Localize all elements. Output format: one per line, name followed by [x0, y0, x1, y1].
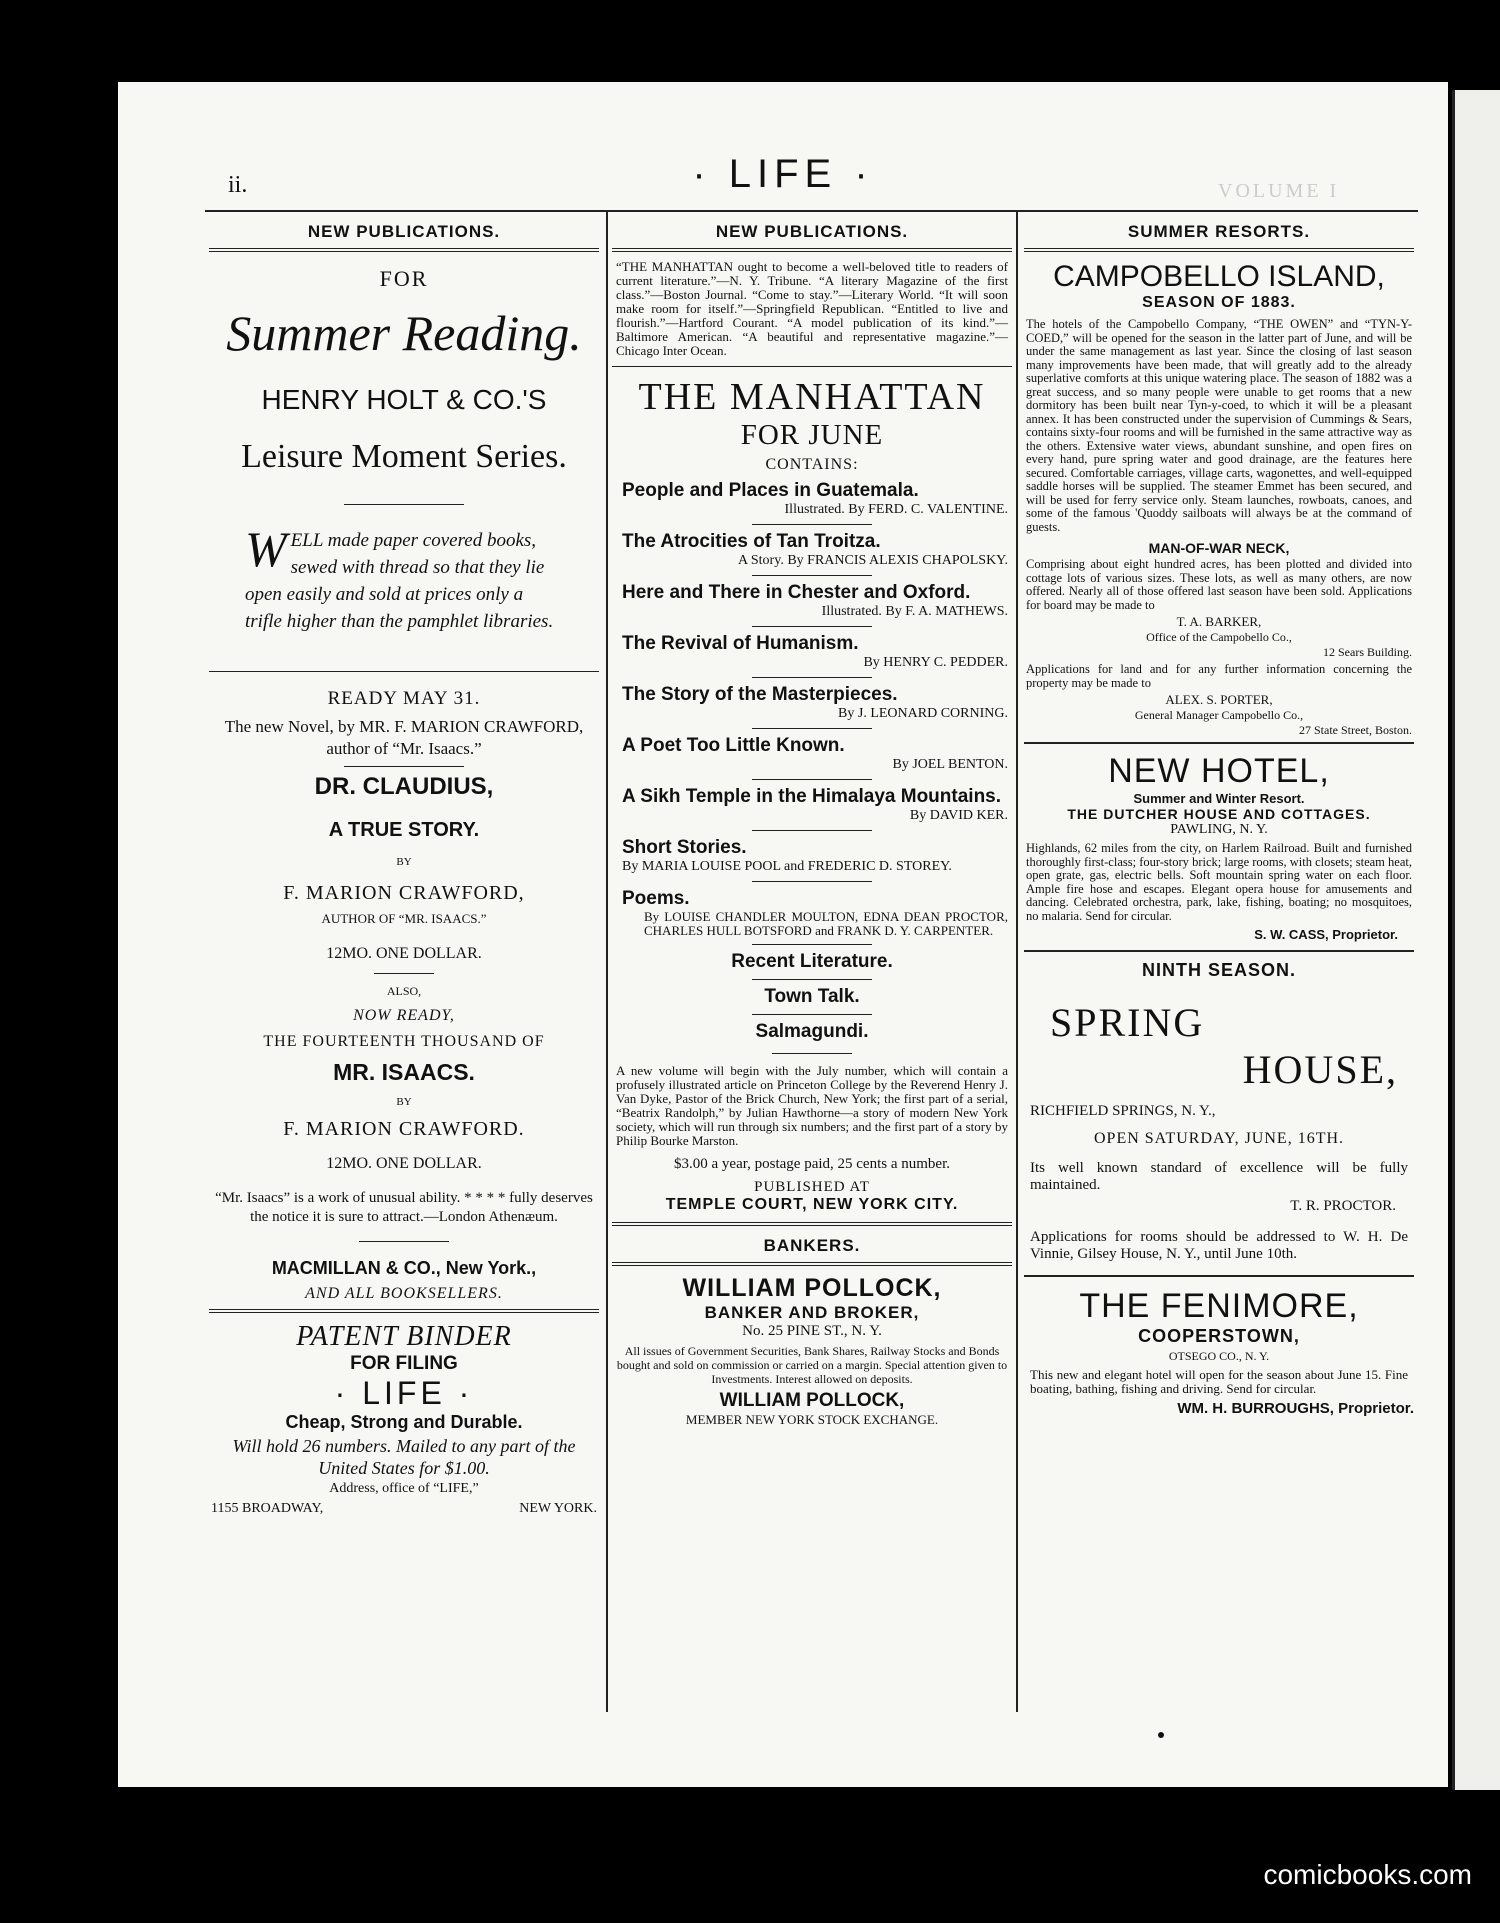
fenimore-title: THE FENIMORE,: [1079, 1287, 1359, 1325]
pollock-name: WILLIAM POLLOCK,: [682, 1274, 942, 1302]
applications-text: Applications for rooms should be addressed to W. H. De Vinnie, Gilsey House, N. Y., until June 10th.: [1030, 1229, 1408, 1262]
spring-house-spring: SPRING: [1050, 1000, 1205, 1045]
contents-item: [622, 888, 1008, 938]
press-quote: “Mr. Isaacs” is a work of unusual ability. * * * * fully deserves the notice it is sure to attract.—London Athenæum.: [215, 1190, 593, 1225]
published-at: PUBLISHED AT: [754, 1179, 870, 1195]
address-street: 1155 BROADWAY,: [211, 1501, 324, 1516]
book-title-claudius: DR. CLAUDIUS,: [314, 773, 494, 800]
resort-subtitle: Summer and Winter Resort.: [1133, 791, 1305, 806]
land-text: Applications for land and for any further information concerning the property may be made to: [1026, 662, 1412, 690]
standard-text: Its well known standard of excellence will be fully maintained.: [1030, 1160, 1408, 1193]
contents-item: [622, 582, 1008, 620]
divider: [359, 1241, 449, 1242]
page-number: ii.: [228, 172, 248, 198]
barker-office: Office of the Campobello Co.,: [1146, 630, 1292, 644]
contents-item: [622, 735, 1008, 773]
divider: [1024, 950, 1414, 952]
contents-item: [622, 531, 1008, 569]
item-byline: By J. LEONARD CORNING.: [838, 706, 1008, 721]
contains-label: CONTAINS:: [765, 456, 859, 473]
item-byline: By DAVID KER.: [909, 808, 1008, 823]
porter-title: General Manager Campobello Co.,: [1134, 708, 1304, 722]
booksellers: AND ALL BOOKSELLERS.: [305, 1285, 503, 1302]
divider: [209, 1309, 599, 1313]
hotel-text: Highlands, 62 miles from the city, on Harlem Railroad. Built and furnished thoroughly first-class; four-story brick; large rooms, with closets; steam heat, open grate, gas, electric bells. Soft mountain spring water on each floor. Ample fire hose and escapes. Elegant opera house for amusements and dancing. Celebrated orchestra, park, lake, fishing, boating; no mosquitoes, no malaria. Send for circular.: [1026, 841, 1412, 923]
publisher-name: HENRY HOLT & CO.'S: [261, 384, 547, 415]
book-title-isaacs: MR. ISAACS.: [333, 1059, 475, 1085]
divider: [1024, 1275, 1414, 1277]
divider: [1024, 742, 1414, 744]
item-byline: By JOEL BENTON.: [892, 757, 1008, 772]
item-byline: By LOUISE CHANDLER MOULTON, EDNA DEAN PROCTOR, CHARLES HULL BOTSFORD and FRANK D. Y. CARPENTER.: [644, 909, 1008, 938]
binder-tagline: Cheap, Strong and Durable.: [285, 1412, 523, 1432]
novel-line: The new Novel, by MR. F. MARION CRAWFORD, author of “Mr. Isaacs.”: [224, 717, 584, 758]
column-summer-resorts: [1020, 212, 1418, 1712]
magazine-title: THE MANHATTAN: [638, 376, 986, 418]
item-byline: By MARIA LOUISE POOL and FREDERIC D. STOREY.: [622, 859, 952, 874]
divider: [612, 366, 1012, 367]
divider: [752, 728, 872, 729]
divider: [344, 766, 464, 767]
recent-literature: Recent Literature.: [731, 951, 893, 972]
publisher-address: TEMPLE COURT, NEW YORK CITY.: [665, 1196, 959, 1213]
cooperstown: COOPERSTOWN,: [1138, 1326, 1300, 1346]
binder-offer: Will hold 26 numbers. Mailed to any part of the United States for $1.00.: [232, 1436, 576, 1478]
watermark: comicbooks.com: [1263, 1859, 1472, 1890]
price-line: 12MO. ONE DOLLAR.: [326, 945, 482, 962]
column-publications-middle: [606, 212, 1018, 1712]
man-of-war-text: Comprising about eight hundred acres, has been plotted and divided into cottage lots of various sizes. These lots, as well as many others, are now offered. Nearly all of those offered last season have been sold. Applications for board may be made to: [1026, 557, 1412, 612]
item-byline: A Story. By FRANCIS ALEXIS CHAPOLSKY.: [738, 553, 1008, 568]
burroughs-proprietor: WM. H. BURROUGHS, Proprietor.: [1177, 1400, 1414, 1417]
contents-item: [622, 633, 1008, 671]
contents-item: [622, 684, 1008, 722]
pollock-address: No. 25 PINE ST., N. Y.: [742, 1323, 882, 1339]
column-header: NEW PUBLICATIONS.: [612, 212, 1012, 252]
new-volume-notice: A new volume will begin with the July number, which will contain a profusely illustrated article on Princeton College by the Reverend Henry J. Van Dyke, Pastor of the Brick Church, New York; the first part of a serial, “Beatrix Randolph,” by Julian Hawthorne—a story of modern New York society, which will run through six numbers; and the first part of a story by Philip Bourke Marston.: [616, 1063, 1008, 1148]
divider: [752, 881, 872, 882]
page: [118, 82, 1448, 1787]
macmillan: MACMILLAN & CO., New York.,: [271, 1258, 537, 1278]
author-credit: AUTHOR OF “MR. ISAACS.”: [321, 911, 487, 926]
ghost-header: VOLUME I: [1218, 180, 1340, 202]
series-blurb: [245, 521, 563, 635]
masthead: · LIFE ·: [692, 152, 874, 196]
binder-life: · LIFE ·: [334, 1375, 474, 1411]
town-talk: Town Talk.: [764, 986, 860, 1007]
otsego: OTSEGO CO., N. Y.: [1168, 1349, 1270, 1363]
blurb-first: ELL made paper covered books, sewed with thread: [290, 530, 537, 578]
pollock-name-2: WILLIAM POLLOCK,: [719, 1390, 905, 1411]
ninth-season: NINTH SEASON.: [1141, 960, 1296, 980]
divider: [772, 1053, 852, 1054]
salmagundi: Salmagundi.: [755, 1021, 869, 1042]
item-title: A Poet Too Little Known.: [622, 735, 845, 756]
drop-cap: W: [245, 521, 287, 577]
for-filing: FOR FILING: [350, 1353, 458, 1374]
author-name: F. MARION CRAWFORD,: [283, 882, 525, 904]
item-byline: Illustrated. By F. A. MATHEWS.: [821, 604, 1008, 619]
cass-proprietor: S. W. CASS, Proprietor.: [1254, 927, 1398, 942]
porter-address: 27 State Street, Boston.: [1299, 723, 1412, 737]
spring-house-house: HOUSE,: [1242, 1047, 1398, 1092]
banker-title: BANKER AND BROKER,: [704, 1303, 920, 1322]
item-title: Here and There in Chester and Oxford.: [622, 582, 971, 603]
pawling: PAWLING, N. Y.: [1170, 822, 1268, 837]
divider: [344, 504, 464, 505]
item-title: People and Places in Guatemala.: [622, 480, 919, 501]
ink-dot: [1158, 1732, 1164, 1738]
season-label: SEASON OF 1883.: [1142, 294, 1296, 311]
series-title: Leisure Moment Series.: [241, 438, 567, 475]
divider: [752, 524, 872, 525]
blurb-rest: so that they lie open easily and sold at prices only a trifle higher than the pamphlet libraries.: [245, 557, 554, 632]
item-title: A Sikh Temple in the Himalaya Mountains.: [622, 786, 1002, 807]
author-name: F. MARION CRAWFORD.: [283, 1118, 525, 1140]
new-hotel-title: NEW HOTEL,: [1108, 752, 1330, 790]
contents-item: [622, 786, 1008, 824]
campobello-text: The hotels of the Campobello Company, “THE OWEN” and “TYN-Y-COED,” will be opened for the season in the latter part of June, and will be under the same management as last year. Since the closing of last season many improvements have been made, that will greatly add to the already superlative comforts at this unique watering place. The season of 1882 was a great success, and so many people were unable to get rooms that a new dormitory has been built near Tyn-y-coed, to which it will be a pleasant annex. It has been constructed under the supervision of Cummings & Sears, contains sixty-four rooms and will be furnished in the same attractive way as the others. Extensive water views, abundant sunshine, and open fires on every hand, pure spring water and good drainage, are the features here secured. Comfortable carriages, village carts, wagonettes, and well-equipped saddle horses will be supplied. The steamer Emmet has been secured, and will be used for ferry service only. Steam launches, rowboats, canoes, and some of the famous 'Quoddy sailboats will always be at the command of guests.: [1026, 317, 1412, 534]
divider: [752, 677, 872, 678]
press-reviews: “THE MANHATTAN ought to become a well-beloved title to readers of current literature.”—N. Y. Tribune. “A literary Magazine of the first class.”—Boston Journal. “Come to stay.”—Literary World. “It will soon make room for itself.”—Springfield Republican. “Entitled to live and flourish.”—Hartford Courant. “A model publication of its kind.”—Baltimore American. “A beautiful and representative magazine.”—Chicago Inter Ocean.: [616, 259, 1008, 358]
divider: [209, 671, 599, 672]
divider: [752, 779, 872, 780]
summer-reading: Summer Reading.: [226, 305, 582, 361]
bank-services: All issues of Government Securities, Bank Shares, Railway Stocks and Bonds bought and sold on commission or carried on a margin. Special attention given to Investments. Interest allowed on deposits.: [616, 1344, 1008, 1386]
bankers-header: BANKERS.: [612, 1222, 1012, 1266]
divider: [752, 575, 872, 576]
adjacent-page-edge: [1452, 90, 1500, 1790]
for-label: FOR: [379, 266, 429, 291]
address-line: [211, 1501, 597, 1517]
fenimore-text: This new and elegant hotel will open for the season about June 15. Fine boating, bathing, fishing and driving. Send for circular.: [1030, 1367, 1408, 1396]
man-of-war-title: MAN-OF-WAR NECK,: [1148, 540, 1290, 556]
stock-exchange: MEMBER NEW YORK STOCK EXCHANGE.: [685, 1412, 939, 1427]
subscription-price: $3.00 a year, postage paid, 25 cents a number.: [674, 1156, 950, 1172]
item-title: The Atrocities of Tan Troitza.: [622, 531, 881, 552]
divider: [752, 944, 872, 945]
barker-address: 12 Sears Building.: [1323, 645, 1412, 659]
divider: [374, 973, 434, 974]
richfield-springs: RICHFIELD SPRINGS, N. Y.,: [1030, 1103, 1216, 1119]
binder-address: Address, office of “LIFE,”: [329, 1481, 479, 1496]
also-label: ALSO,: [386, 984, 422, 998]
proctor-name: T. R. PROCTOR.: [1290, 1198, 1396, 1214]
column-publications-left: [205, 212, 603, 1712]
barker-name: T. A. BARKER,: [1176, 614, 1262, 629]
contents-item: [622, 480, 1008, 518]
divider: [752, 626, 872, 627]
divider: [752, 1014, 872, 1015]
for-june: FOR JUNE: [740, 419, 884, 451]
by-label: BY: [396, 856, 412, 868]
item-byline: By HENRY C. PEDDER.: [863, 655, 1008, 670]
fourteenth-thousand: THE FOURTEENTH THOUSAND OF: [263, 1033, 545, 1050]
divider: [752, 830, 872, 831]
column-header: NEW PUBLICATIONS.: [209, 212, 599, 252]
porter-name: ALEX. S. PORTER,: [1165, 692, 1273, 707]
item-title: Poems.: [622, 888, 690, 909]
dutcher-house: THE DUTCHER HOUSE AND COTTAGES.: [1067, 806, 1371, 822]
campobello-title: CAMPOBELLO ISLAND,: [1053, 260, 1385, 293]
ready-date: READY MAY 31.: [327, 688, 481, 709]
contents-item: [622, 837, 1008, 875]
divider: [752, 979, 872, 980]
patent-binder: PATENT BINDER: [296, 1321, 512, 1352]
now-ready: NOW READY,: [353, 1007, 455, 1024]
item-byline: Illustrated. By FERD. C. VALENTINE.: [784, 502, 1008, 517]
item-title: The Story of the Masterpieces.: [622, 684, 898, 705]
price-line: 12MO. ONE DOLLAR.: [326, 1155, 482, 1172]
open-date: OPEN SATURDAY, JUNE, 16TH.: [1093, 1130, 1345, 1147]
item-title: The Revival of Humanism.: [622, 633, 859, 654]
book-subtitle: A TRUE STORY.: [328, 819, 480, 841]
address-city: NEW YORK.: [519, 1501, 597, 1516]
item-title: Short Stories.: [622, 837, 747, 858]
by-label: BY: [396, 1096, 412, 1108]
column-header: SUMMER RESORTS.: [1024, 212, 1414, 252]
